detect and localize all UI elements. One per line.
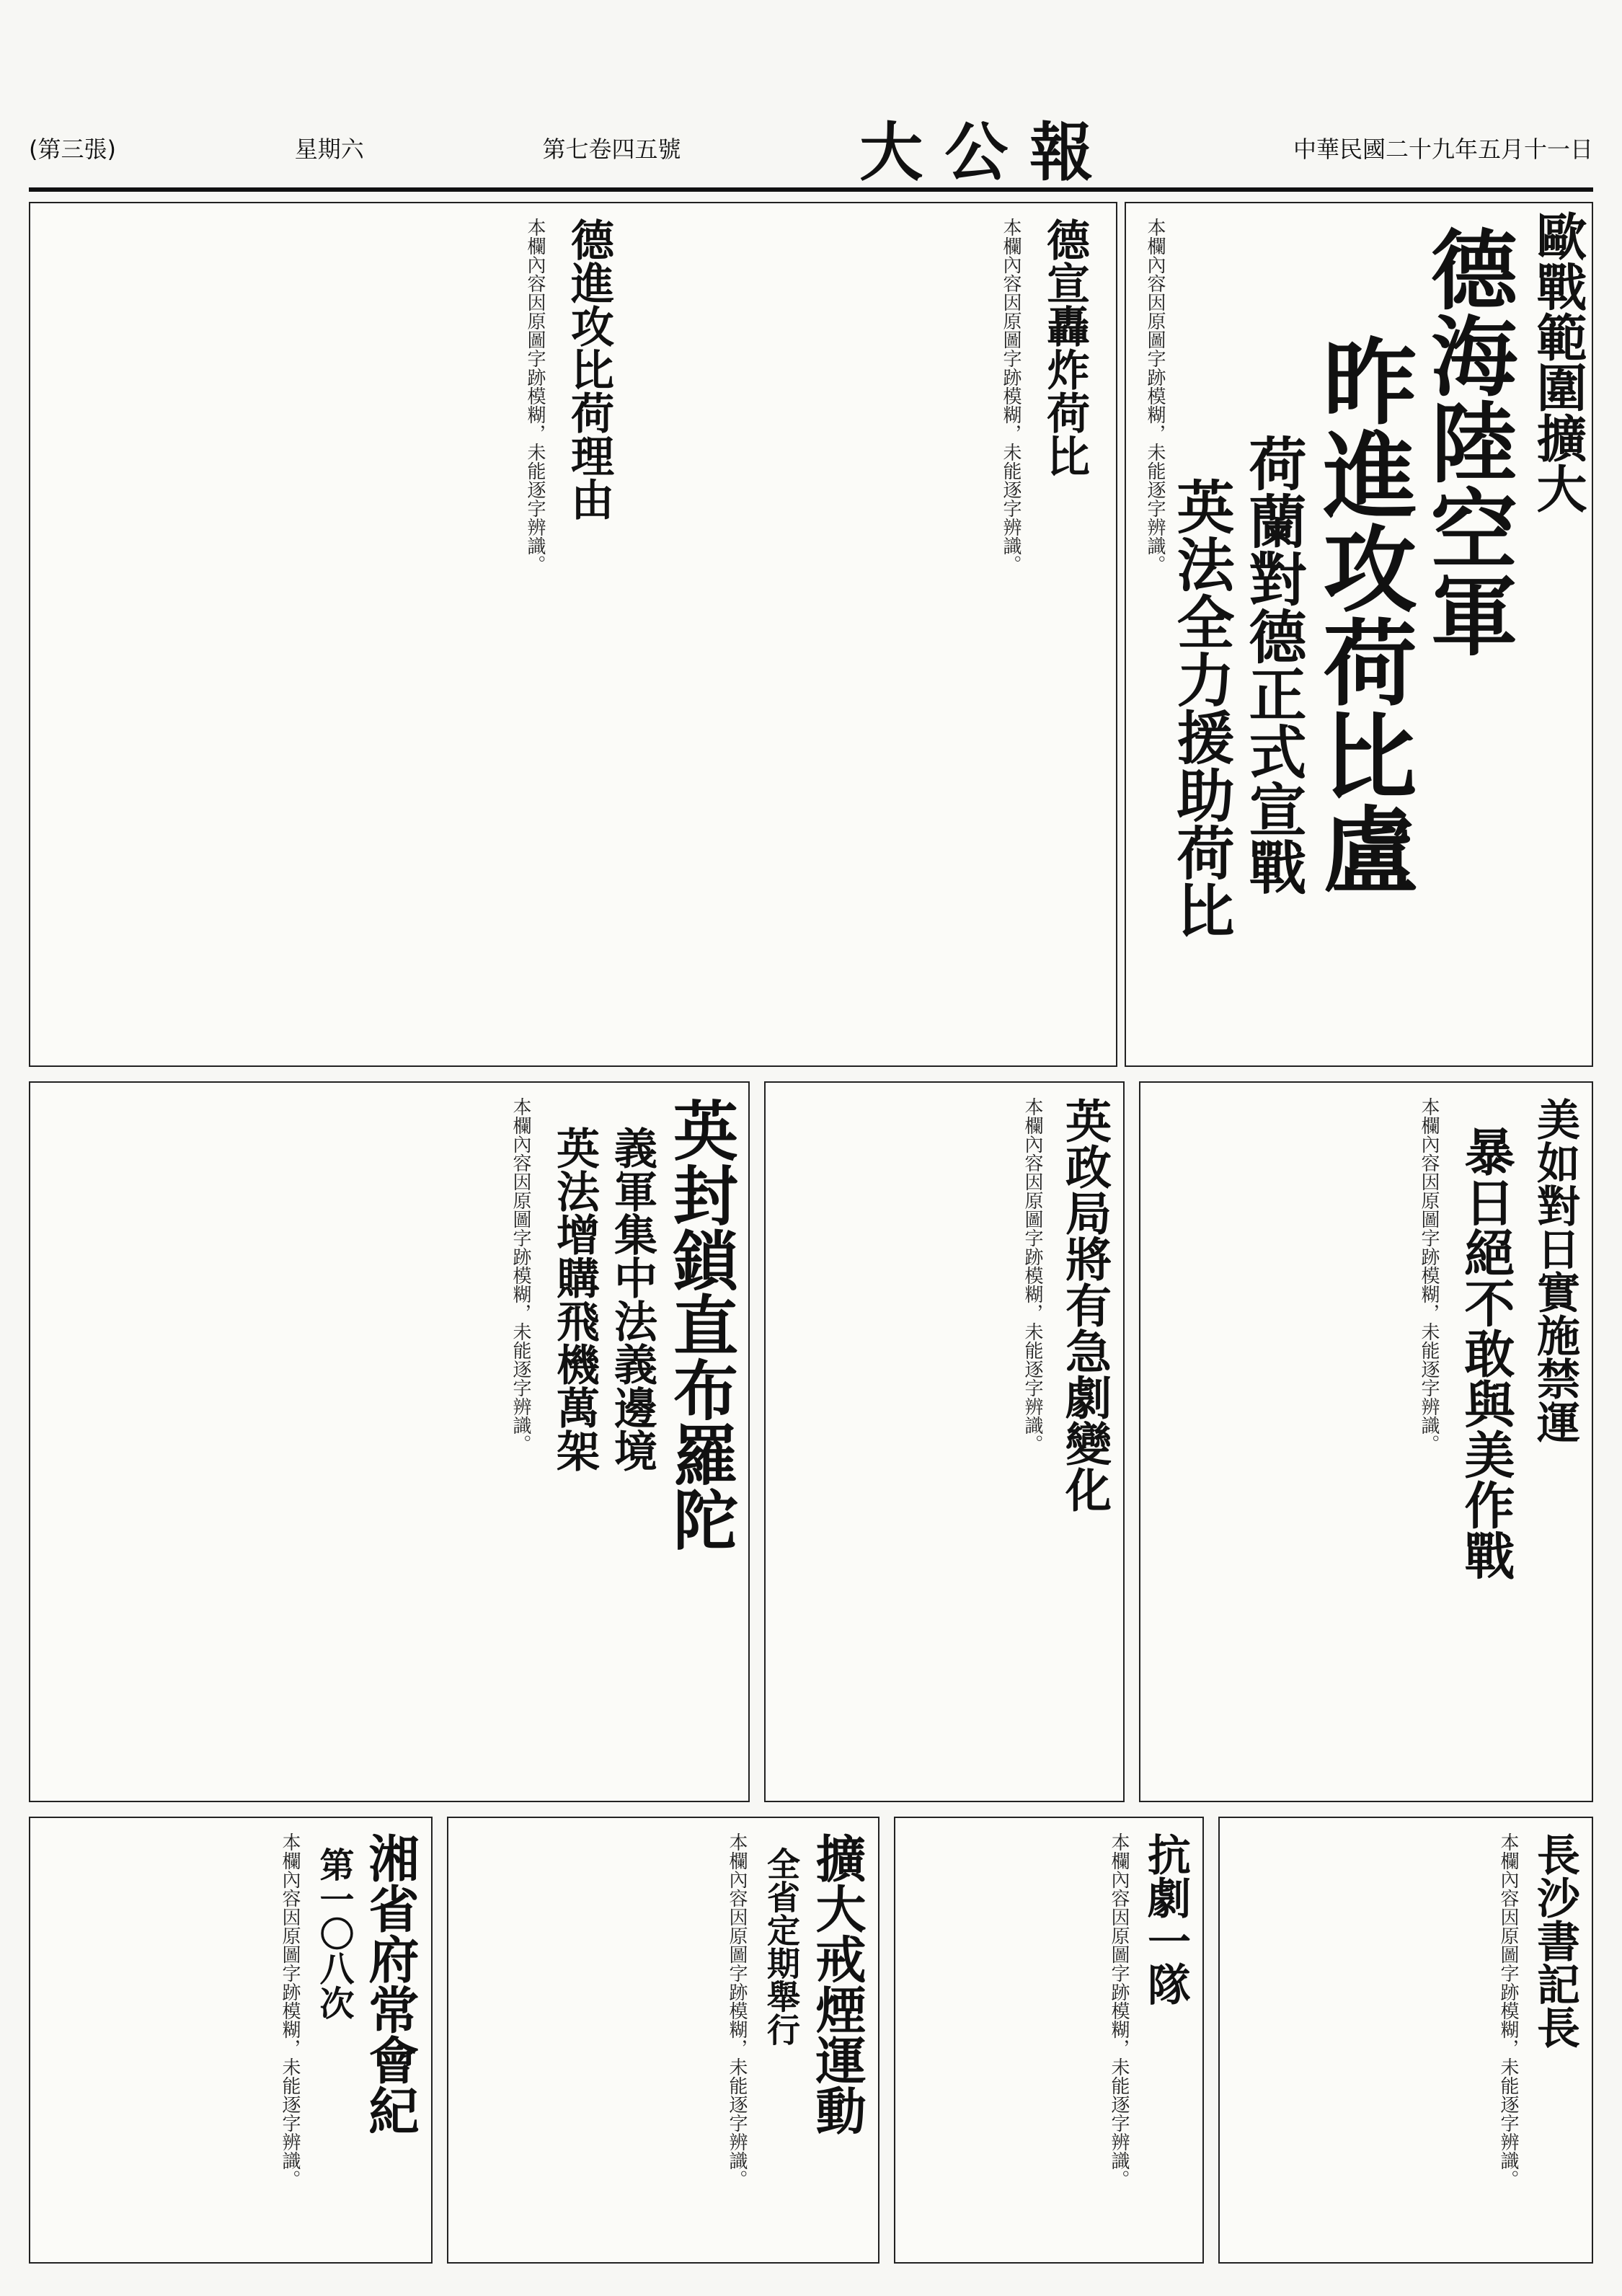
main-story xyxy=(1125,202,1593,1067)
header-left: (第三張) xyxy=(29,136,116,163)
us-japan-story xyxy=(1139,1081,1593,1802)
header-date: 中華民國二十九年五月十一日 xyxy=(1293,136,1593,163)
article-4-body: 本欄內容因原圖字跡模糊，未能逐字辨識。 xyxy=(1418,1097,1440,1453)
article-3-body: 本欄內容因原圖字跡模糊，未能逐字辨識。 xyxy=(510,1097,531,1453)
article-3-title: 英封鎖直布羅陀 xyxy=(662,1097,738,1551)
subhead-2: 英法全力援助荷比 xyxy=(1167,477,1235,939)
politics-story xyxy=(764,1081,1125,1802)
banner: 歐戰範圍擴大 xyxy=(1528,210,1588,513)
header-mid: 星期六 xyxy=(294,136,364,163)
article-9-body: 本欄內容因原圖字跡模糊，未能逐字辨識。 xyxy=(1021,1097,1043,1453)
main-story-body: 本欄內容因原圖字跡模糊，未能逐字辨識。 xyxy=(1144,218,1166,574)
article-5-sub: 全省定期舉行 xyxy=(762,1847,801,2046)
anti-opium-story xyxy=(447,1817,879,2264)
article-9-title: 英政局將有急劇變化 xyxy=(1058,1097,1112,1512)
subhead-1: 荷蘭對德正式宣戰 xyxy=(1239,434,1307,895)
masthead: 大公報 xyxy=(859,115,1115,190)
drama-troupe-story xyxy=(894,1817,1204,2264)
article-2-title: 德進攻比荷理由 xyxy=(564,218,614,520)
article-3-sub: 義軍集中法義邊境 xyxy=(607,1126,657,1472)
edition-number: 第七卷四五號 xyxy=(542,136,681,163)
article-7-body: 本欄內容因原圖字跡模糊，未能逐字辨識。 xyxy=(1108,1832,1130,2189)
article-8-title: 長沙書記長 xyxy=(1530,1832,1580,2049)
article-6-body: 本欄內容因原圖字跡模糊，未能逐字辨識。 xyxy=(279,1832,301,2189)
article-5-title: 擴大戒煙運動 xyxy=(807,1832,867,2135)
main-headline-2: 昨進攻荷比盧 xyxy=(1308,333,1418,895)
article-6-title: 湘省府常會紀 xyxy=(360,1832,420,2135)
article-4-sub: 暴日絕不敢與美作戰 xyxy=(1456,1126,1516,1580)
blockade-story xyxy=(29,1081,750,1802)
secretary-story xyxy=(1218,1817,1593,2264)
article-4-title: 美如對日實施禁運 xyxy=(1530,1097,1580,1443)
article-8-body: 本欄內容因原圖字跡模糊，未能逐字辨識。 xyxy=(1497,1832,1519,2189)
page-header xyxy=(29,108,1593,192)
article-5-body: 本欄內容因原圖字跡模糊，未能逐字辨識。 xyxy=(726,1832,748,2189)
article-2-body: 本欄內容因原圖字跡模糊，未能逐字辨識。 xyxy=(524,218,546,574)
article-1-title: 德宣轟炸荷比 xyxy=(1040,218,1090,477)
provincial-meeting xyxy=(29,1817,433,2264)
article-6-sub: 第一〇八次 xyxy=(314,1847,354,2020)
article-3-sub-2: 英法增購飛機萬架 xyxy=(549,1126,600,1472)
article-1-body: 本欄內容因原圖字跡模糊，未能逐字辨識。 xyxy=(1000,218,1021,574)
article-7-title: 抗劇一隊 xyxy=(1140,1832,1191,2005)
main-headline: 德海陸空軍 xyxy=(1417,225,1518,657)
upper-left-articles xyxy=(29,202,1117,1067)
